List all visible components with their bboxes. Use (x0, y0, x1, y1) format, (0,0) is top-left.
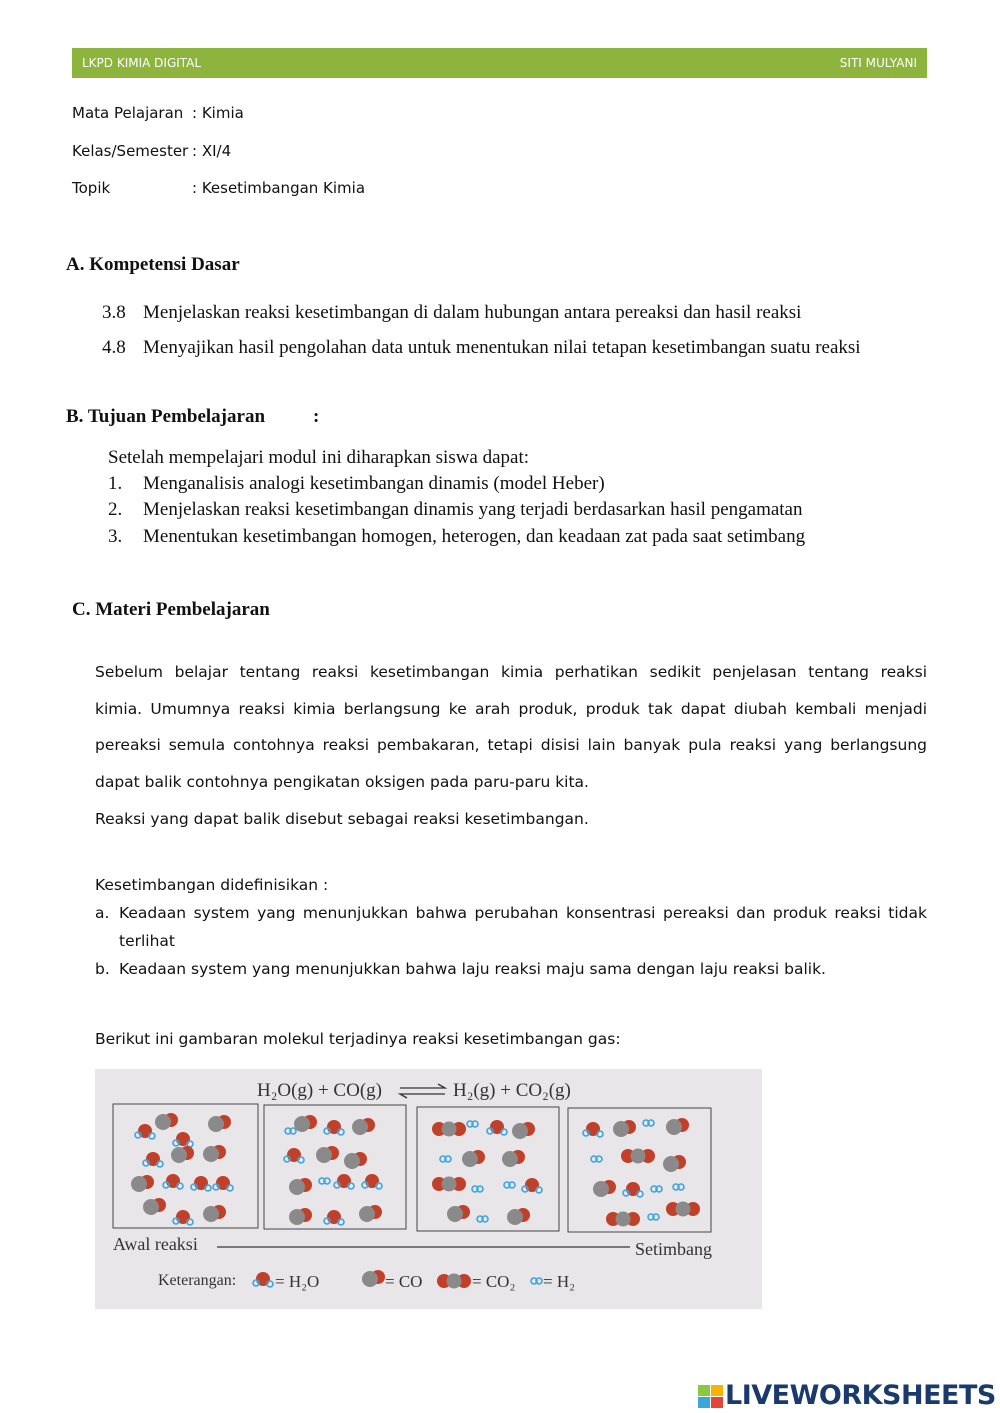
co-molecule (359, 1205, 382, 1222)
paragraph-line: dapat balik contohnya pengikatan oksigen pada paru-paru kita. (95, 773, 589, 791)
h2-molecule (319, 1178, 330, 1184)
h2-molecule (467, 1121, 478, 1127)
def-label: a. (95, 904, 110, 922)
meta-subject (72, 104, 244, 122)
co2-molecule (606, 1212, 640, 1227)
co-molecule (131, 1175, 154, 1192)
frame-1 (113, 1104, 258, 1228)
meta-class (72, 142, 232, 160)
h2o-molecule (362, 1174, 382, 1189)
h2o-molecule (173, 1132, 193, 1147)
logo-icon (698, 1385, 723, 1408)
h2o-molecule (191, 1176, 211, 1191)
section-b-title: B. Tujuan Pembelajaran (66, 406, 266, 427)
co-molecule (208, 1115, 231, 1132)
co-molecule (447, 1205, 470, 1222)
goal-num: 3. (108, 526, 123, 547)
h2o-molecule (135, 1124, 155, 1139)
co-molecule (663, 1155, 686, 1172)
h2-molecule (643, 1120, 654, 1126)
co-molecule (666, 1118, 689, 1135)
h2o-molecule (522, 1178, 542, 1193)
header-bar (72, 48, 927, 78)
co-molecule (344, 1152, 367, 1169)
co2-molecule (437, 1274, 471, 1289)
meta-label: Mata Pelajaran (72, 104, 184, 122)
h2-molecule (504, 1182, 515, 1188)
legend-title: Keterangan: (158, 1272, 237, 1289)
h2-molecule (591, 1156, 602, 1162)
co-molecule (362, 1270, 385, 1287)
co-molecule (155, 1113, 178, 1130)
co-molecule (289, 1178, 312, 1195)
goal-num: 1. (108, 473, 123, 494)
paragraph-line: pereaksi semula contohnya reaksi pembakaran, tetapi disisi lain banyak pula reaksi yang berlangsung (95, 736, 927, 754)
co-molecule (613, 1120, 636, 1137)
paragraph-line: Sebelum belajar tentang reaksi kesetimbangan kimia perhatikan sedikit penjelasan tentang reaksi (95, 663, 927, 681)
h2o-molecule (163, 1174, 183, 1189)
h2-molecule (285, 1128, 296, 1134)
h2o-molecule (284, 1148, 304, 1163)
co-molecule (462, 1150, 485, 1167)
co-molecule (203, 1205, 226, 1222)
h2o-molecule (324, 1210, 344, 1225)
h2o-molecule (623, 1182, 643, 1197)
co2-molecule (432, 1177, 466, 1192)
definition-intro: Kesetimbangan didefinisikan : (95, 876, 329, 894)
section-b-intro: Setelah mempelajari modul ini diharapkan siswa dapat: (108, 447, 530, 468)
kd-text: Menjelaskan reaksi kesetimbangan di dalam hubungan antara pereaksi dan hasil reaksi (143, 302, 802, 323)
co2-molecule (621, 1149, 655, 1164)
co-molecule (143, 1198, 166, 1215)
co2-molecule (432, 1122, 466, 1137)
equilibrium-figure (95, 1069, 762, 1309)
meta-label: Topik (72, 179, 111, 197)
goal-text: Menganalisis analogi kesetimbangan dinamis (model Heber) (143, 473, 605, 494)
meta-label: Kelas/Semester (72, 142, 189, 160)
section-c-title: C. Materi Pembelajaran (72, 599, 270, 620)
figure-intro: Berikut ini gambaran molekul terjadinya reaksi kesetimbangan gas: (95, 1030, 621, 1048)
meta-topic (72, 179, 366, 197)
legend-h2o: = H₂O (275, 1272, 320, 1291)
co-molecule (171, 1146, 194, 1163)
co2-molecule (666, 1202, 700, 1217)
paragraph-line: kimia. Umumnya reaksi kimia berlangsung ke arah produk, produk tak dapat diubah kembali menjadi (95, 700, 927, 718)
molecule-diagram (95, 1069, 762, 1309)
equilibrium-arrow-icon (400, 1084, 445, 1098)
def-text: Keadaan system yang menunjukkan bahwa perubahan konsentrasi pereaksi dan produk reaksi tidak (119, 904, 927, 922)
def-label: b. (95, 960, 110, 978)
co-molecule (294, 1115, 317, 1132)
paragraph-line: Reaksi yang dapat balik disebut sebagai reaksi kesetimbangan. (95, 810, 589, 828)
h2-molecule (531, 1278, 542, 1284)
h2o-molecule (487, 1120, 507, 1135)
equation-left: H₂O(g) + CO(g) (257, 1080, 382, 1101)
goal-num: 2. (108, 499, 123, 520)
legend-co: = CO (385, 1272, 423, 1291)
header-left: LKPD KIMIA DIGITAL (82, 56, 202, 70)
goal-text: Menentukan kesetimbangan homogen, heterogen, dan keadaan zat pada saat setimbang (143, 526, 806, 547)
co-molecule (316, 1146, 339, 1163)
h2-molecule (648, 1214, 659, 1220)
h2o-molecule (334, 1174, 354, 1189)
h2-molecule (651, 1186, 662, 1192)
legend-h2: = H₂ (543, 1272, 576, 1291)
h2o-molecule (173, 1210, 193, 1225)
kd-num: 4.8 (102, 337, 126, 358)
meta-value: : XI/4 (192, 142, 232, 160)
co-molecule (203, 1145, 226, 1162)
h2-molecule (472, 1186, 483, 1192)
section-b-colon: : (313, 406, 320, 427)
h2o-molecule (143, 1152, 163, 1167)
goal-text: Menjelaskan reaksi kesetimbangan dinamis yang terjadi berdasarkan hasil pengamatan (143, 499, 803, 520)
meta-value: : Kimia (192, 104, 244, 122)
legend-co2: = CO₂ (472, 1272, 516, 1291)
section-a-title: A. Kompetensi Dasar (66, 254, 240, 275)
h2o-molecule (253, 1272, 273, 1287)
logo-text: LIVEWORKSHEETS (725, 1380, 996, 1411)
end-label: Setimbang (635, 1239, 712, 1259)
h2o-molecule (583, 1122, 603, 1137)
h2o-molecule (324, 1120, 344, 1135)
co-molecule (352, 1118, 375, 1135)
start-label: Awal reaksi (113, 1234, 198, 1254)
h2-molecule (673, 1184, 684, 1190)
header-right: SITI MULYANI (839, 56, 917, 70)
liveworksheets-logo (698, 1380, 996, 1411)
kd-text: Menyajikan hasil pengolahan data untuk menentukan nilai tetapan kesetimbangan suatu reaksi (143, 337, 861, 358)
kd-num: 3.8 (102, 302, 126, 323)
co-molecule (289, 1208, 312, 1225)
co-molecule (512, 1122, 535, 1139)
co-molecule (502, 1150, 525, 1167)
def-text: Keadaan system yang menunjukkan bahwa laju reaksi maju sama dengan laju reaksi balik. (119, 960, 826, 978)
meta-value: : Kesetimbangan Kimia (192, 179, 366, 197)
def-text: terlihat (119, 932, 175, 950)
h2-molecule (440, 1156, 451, 1162)
co-molecule (507, 1208, 530, 1225)
h2-molecule (477, 1216, 488, 1222)
co-molecule (593, 1180, 616, 1197)
equation-right: H₂(g) + CO₂(g) (453, 1080, 571, 1101)
h2o-molecule (213, 1176, 233, 1191)
